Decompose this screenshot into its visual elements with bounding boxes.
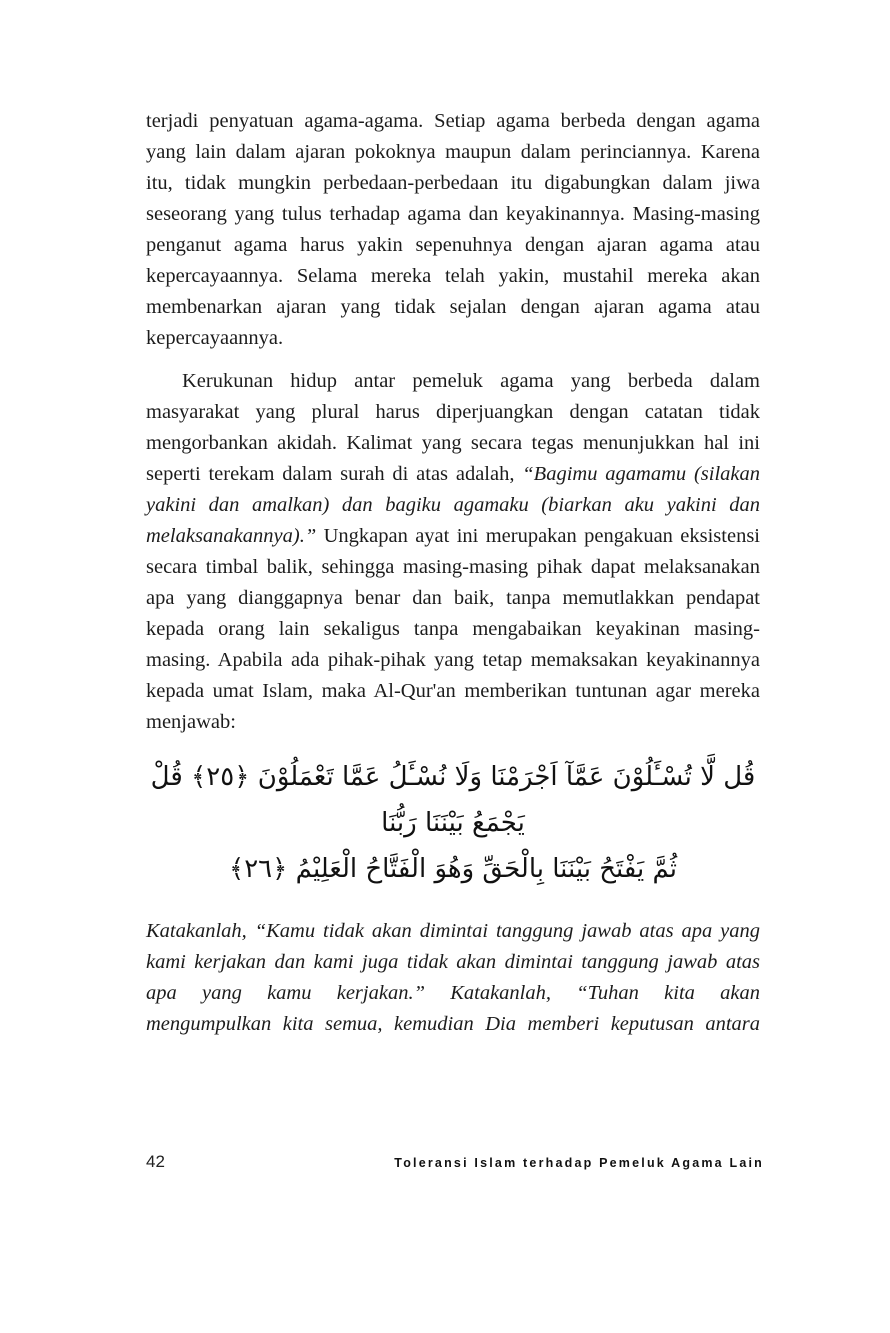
paragraph-continuation: terjadi penyatuan agama-agama. Setiap agama berbeda dengan agama yang lain dalam ajaran pokoknya maupun dalam perinciannya. Karena itu, tidak mungkin perbedaan-perbedaan itu digabungkan dalam jiwa seseorang yang tulus terhadap agama dan keyakinannya. Masing-masing penganut agama harus yakin sepenuhnya dengan ajaran agama atau kepercayaannya. Selama mereka telah yakin, mustahil mereka akan membenarkan ajaran yang tidak sejalan dengan ajaran agama atau kepercayaannya. — [146, 110, 760, 349]
paragraph-kerukunan — [146, 366, 760, 738]
inline-quran-quote: “Bagimu agamamu (silakan yakini dan amalkan) dan bagiku agamaku (biarkan aku yakini dan melaksanakannya).” — [146, 463, 760, 547]
paragraph-kerukunan-lead: Kerukunan hidup antar pemeluk agama yang berbeda dalam masyarakat yang plural harus diperjuangkan dengan catatan tidak mengorbankan akidah. Kalimat yang secara tegas menunjukkan hal ini seperti terekam dalam surah di atas adalah, — [146, 370, 760, 485]
main-text — [146, 106, 760, 738]
running-title: Toleransi Islam terhadap Pemeluk Agama Lain — [394, 1156, 764, 1170]
page-number: 42 — [146, 1152, 165, 1171]
paragraph-kerukunan-tail: Ungkapan ayat ini merupakan pengakuan eksistensi secara timbal balik, sehingga masing-masing pihak dapat melaksanakan apa yang dianggapnya benar dan baik, tanpa memutlakkan pendapat kepada orang lain sekaligus tanpa mengabaikan keyakinan masing-masing. Apabila ada pihak-pihak yang tetap memaksakan keyakinannya kepada umat Islam, maka Al-Qur'an memberikan tuntunan agar mereka menjawab: — [146, 525, 760, 733]
arabic-verse-line-2: ثُمَّ يَفْتَحُ بَيْنَنَا بِالْحَقِّ وَهُوَ الْفَتَّاحُ الْعَلِيْمُ ﴿٢٦﴾ — [228, 854, 678, 884]
page-footer — [146, 1152, 764, 1172]
verse-translation: Katakanlah, “Kamu tidak akan dimintai tanggung jawab atas apa yang kami kerjakan dan kami juga tidak akan dimintai tanggung jawab atas apa yang kamu kerjakan.” Katakanlah, “Tuhan kita akan mengumpulkan kita semua, kemudian Dia memberi keputusan antara — [146, 920, 760, 1035]
quran-arabic-verse — [146, 754, 760, 892]
arabic-verse-line-1: قُل لَّا تُسْـَٔلُوْنَ عَمَّآ اَجْرَمْنَا وَلَا نُسْـَٔلُ عَمَّا تَعْمَلُوْنَ ﴿٢٥﴾ قُلْ يَجْمَعُ بَيْنَنَا رَبُّنَا — [150, 762, 756, 838]
